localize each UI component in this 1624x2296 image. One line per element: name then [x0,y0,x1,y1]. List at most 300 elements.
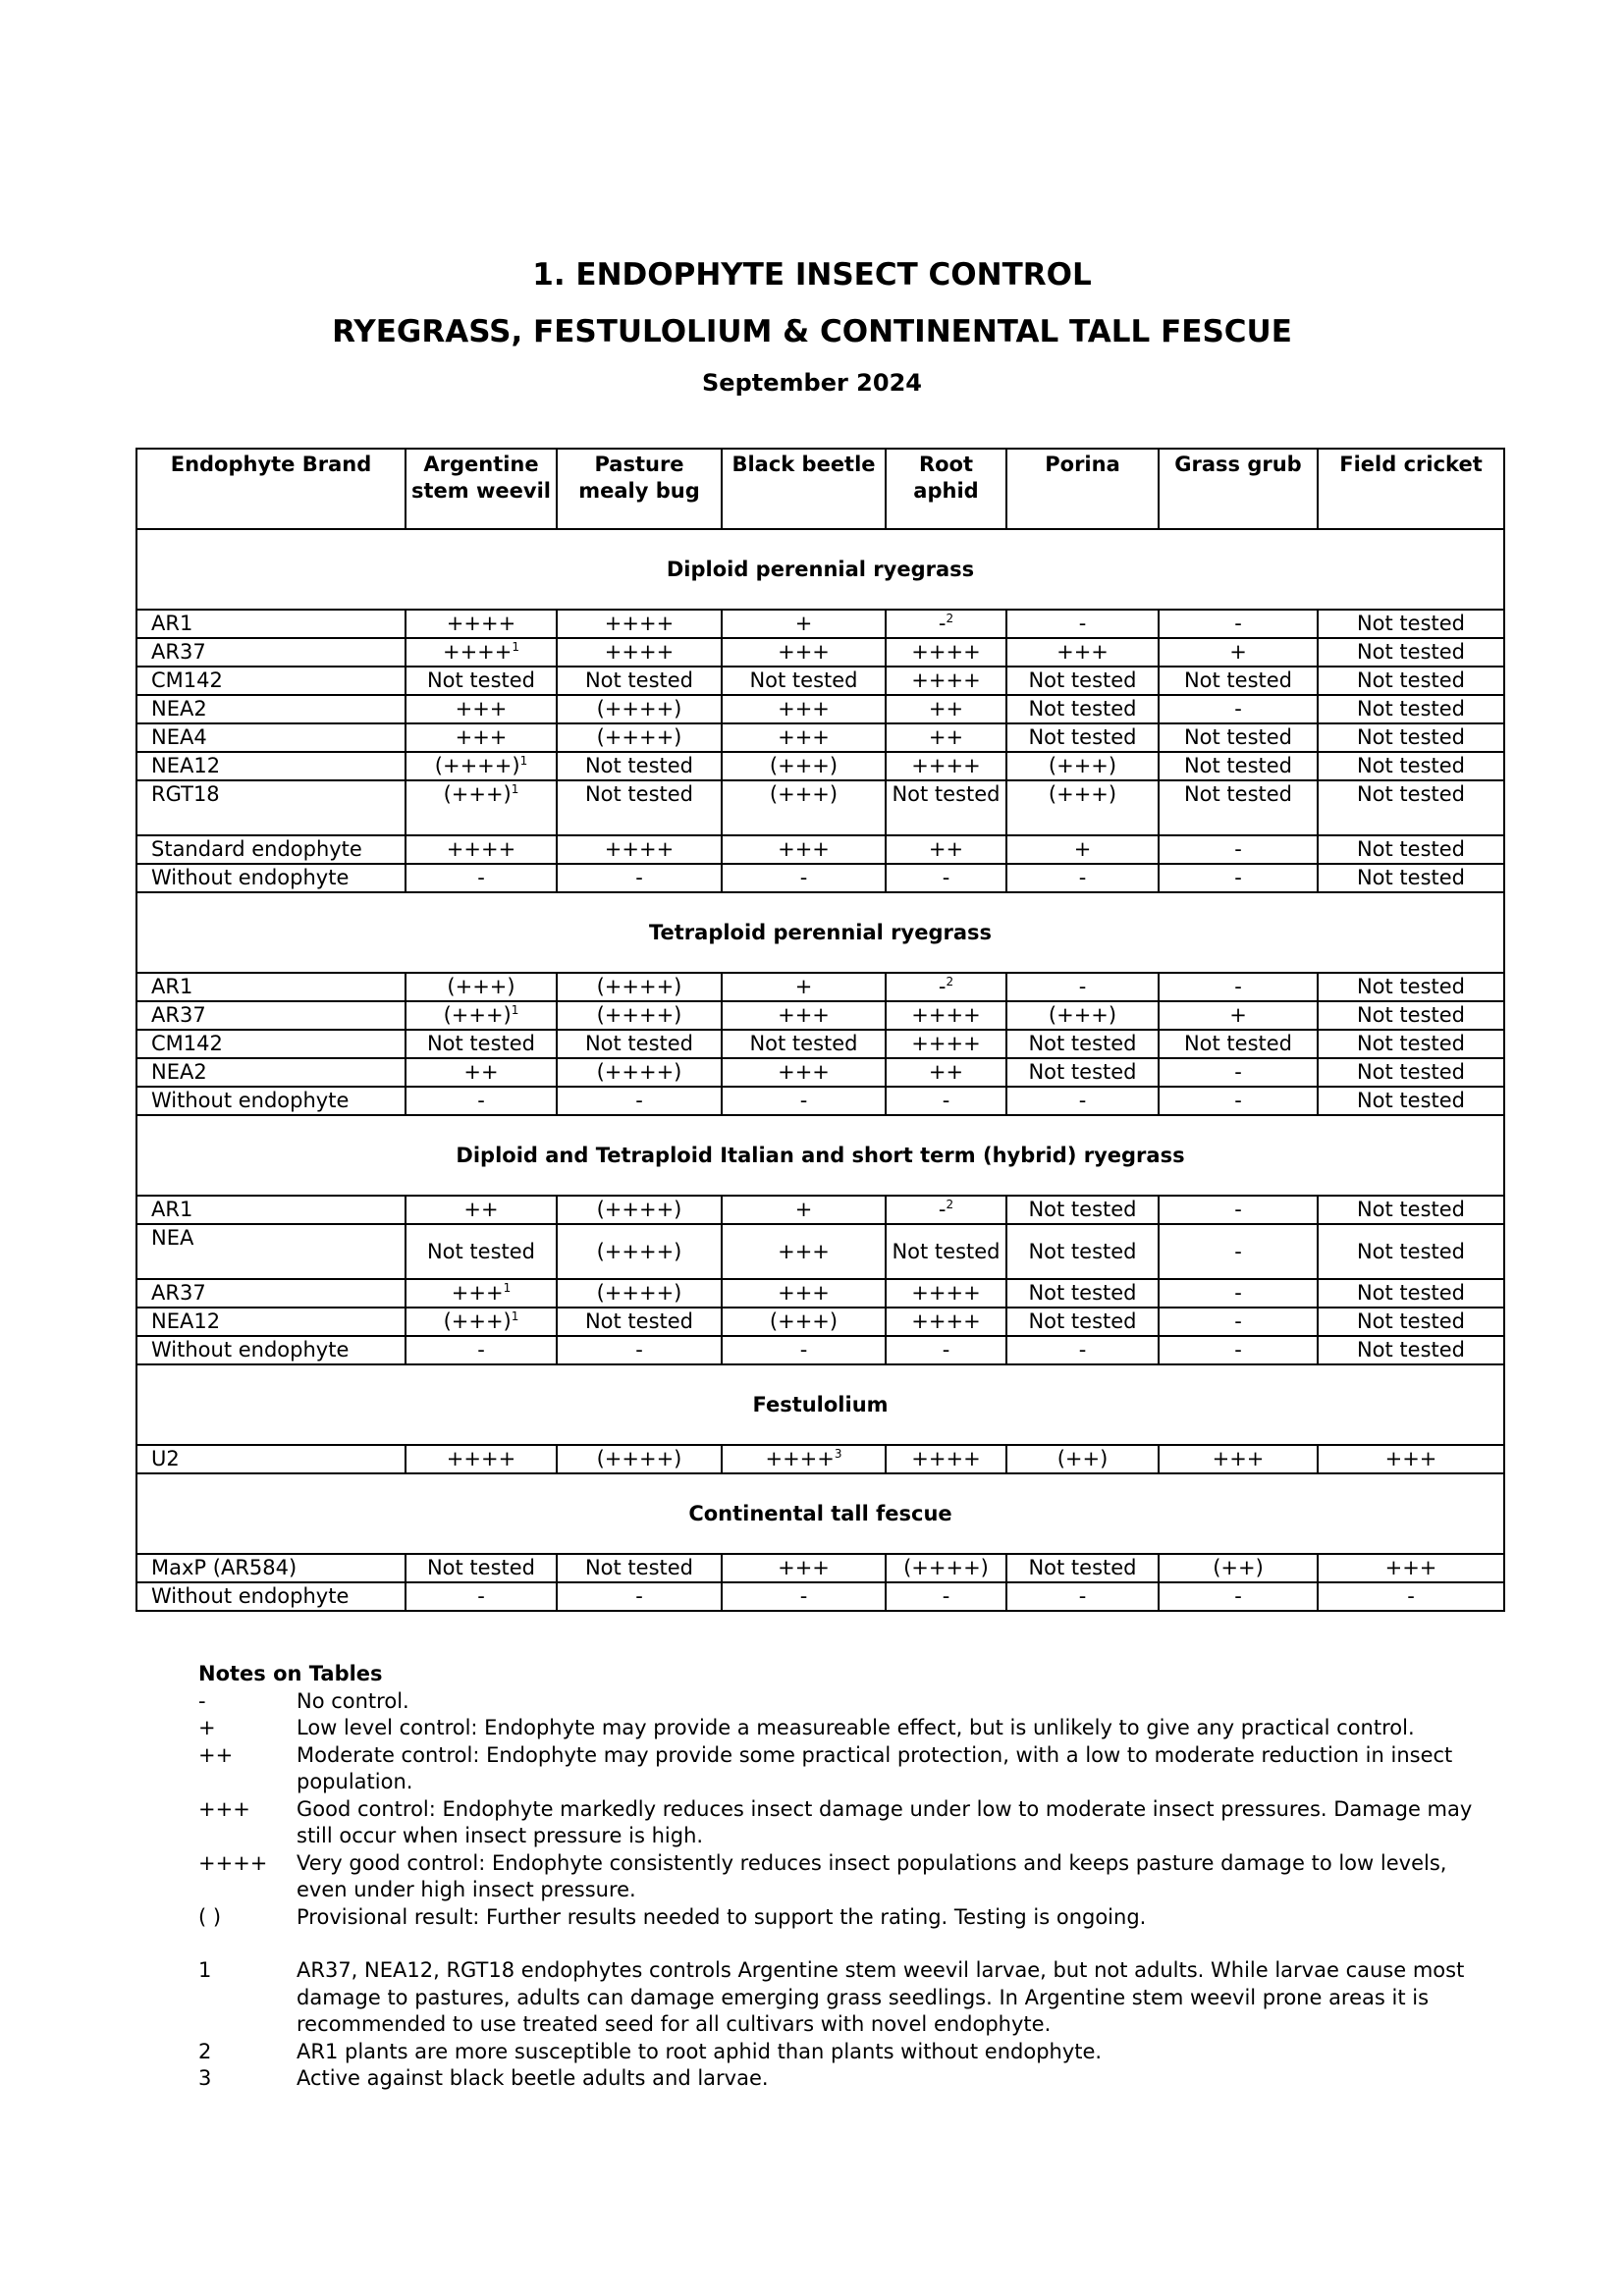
rating-cell [886,610,1006,638]
rating-cell [886,667,1006,695]
rating-cell [1318,695,1504,723]
rating-cell [1159,610,1318,638]
rating-cell [1006,667,1159,695]
rating-cell [557,1308,722,1336]
rating-legend-item-text: No control. [297,1688,409,1713]
rating-value: - [799,1089,808,1112]
rating-cell [557,1336,722,1364]
table-row [136,1279,1504,1308]
rating-value: (+++) [447,975,515,998]
rating-cell [1006,1308,1159,1336]
rating-cell [557,835,722,864]
rating-cell [1159,1336,1318,1364]
endophyte-brand-cell: CM142 [136,1030,406,1058]
endophyte-brand-cell: NEA [136,1224,406,1279]
rating-value: ++++ [446,1447,516,1470]
rating-value: Not tested [1028,1309,1137,1333]
rating-value: - [1234,612,1242,635]
endophyte-brand-cell: RGT18 [136,780,406,835]
rating-cell [1006,1445,1159,1473]
rating-legend-item-key: - [198,1688,206,1713]
rating-cell [1318,610,1504,638]
rating-value: +++ [778,640,830,664]
footnote-item-text: AR1 plants are more susceptible to root aphid than plants without endophyte. [297,2039,1103,2063]
rating-value: Not tested [1356,1060,1466,1084]
section-row [136,1473,1504,1554]
rating-value: Not tested [1356,866,1466,889]
rating-value: - [799,1338,808,1362]
endophyte-brand-cell: NEA2 [136,1058,406,1087]
endophyte-brand-cell: NEA2 [136,695,406,723]
rating-value: ++++ [911,1032,981,1055]
rating-cell [1159,638,1318,667]
rating-value: - [799,866,808,889]
endophyte-brand-cell: U2 [136,1445,406,1473]
rating-cell [406,1582,557,1611]
table-body [136,529,1504,1611]
table-row [136,1224,1504,1279]
rating-value: - [942,866,950,889]
endophyte-brand-cell: NEA12 [136,1308,406,1336]
rating-cell [406,1196,557,1224]
rating-cell [1006,1030,1159,1058]
rating-cell [406,723,557,752]
rating-value: ++++ [604,612,675,635]
rating-cell [1318,973,1504,1001]
rating-value: + [794,975,813,998]
rating-cell [1159,752,1318,780]
rating-value: - [1234,837,1242,861]
endophyte-brand-cell: Without endophyte [136,1336,406,1364]
rating-value: Not tested [426,668,536,692]
column-header-pasture-mealy-bug: Pasture mealy bug [557,449,722,529]
rating-value: Not tested [749,1032,858,1055]
rating-cell [886,1336,1006,1364]
rating-cell [1159,1308,1318,1336]
table-row [136,610,1504,638]
rating-cell [557,1196,722,1224]
rating-value: - [1078,612,1087,635]
rating-cell [1159,1087,1318,1115]
rating-value: ++ [928,725,964,749]
rating-value: +++ [455,697,508,721]
rating-cell [1006,1336,1159,1364]
rating-value: +++ [455,725,508,749]
rating-value: - [1234,1089,1242,1112]
rating-value: (+++) [769,782,839,806]
rating-cell [886,864,1006,892]
footnote-marker: 1 [512,640,520,654]
rating-cell [557,1582,722,1611]
rating-value: ++++ [911,668,981,692]
rating-cell [722,835,886,864]
rating-cell [1006,695,1159,723]
rating-cell [557,667,722,695]
rating-value: (++) [1056,1447,1109,1470]
rating-cell [1006,638,1159,667]
rating-value: Not tested [1356,1032,1466,1055]
rating-value: - [1078,1584,1087,1608]
endophyte-brand-cell: NEA12 [136,752,406,780]
rating-value: ++ [928,837,964,861]
rating-value: Not tested [1356,754,1466,777]
rating-cell [722,1445,886,1473]
rating-value: Not tested [1028,1556,1137,1579]
table-row [136,1030,1504,1058]
rating-cell [1318,1582,1504,1611]
rating-legend-item-text: Very good control: Endophyte consistently reduces insect populations and keeps pasture damage to low levels, even under high insect pressure. [297,1850,1447,1901]
rating-value: (+++) [1048,754,1117,777]
footnote-item-text: Active against black beetle adults and larvae. [297,2066,769,2090]
footnote-item-text: AR37, NEA12, RGT18 endophytes controls Argentine stem weevil larvae, but not adults. While larvae cause most damage to pastures, adults can damage emerging grass seedlings. In Argentine stem weevil prone areas it is recommended to use treated seed for all cultivars with novel endophyte. [297,1958,1465,2036]
document-title: 1. ENDOPHYTE INSECT CONTROL [532,257,1092,293]
rating-value: +++ [451,1281,504,1305]
rating-cell [886,835,1006,864]
rating-legend-item [198,1715,1475,1742]
rating-cell [886,1308,1006,1336]
rating-cell [1159,864,1318,892]
rating-value: + [794,612,813,635]
rating-value: - [942,1584,950,1608]
rating-cell [722,1196,886,1224]
rating-legend-item-text: Good control: Endophyte markedly reduces insect damage under low to moderate insect pressures. Damage may still occur when insect pressure is high. [297,1796,1473,1847]
endophyte-brand-cell: AR1 [136,1196,406,1224]
rating-value: +++ [778,837,830,861]
rating-cell [722,752,886,780]
rating-cell [406,1279,557,1308]
rating-value: - [938,1198,947,1221]
rating-cell [1318,1196,1504,1224]
rating-cell [1159,1058,1318,1087]
rating-value: Not tested [892,782,1001,806]
endophyte-brand-cell: AR37 [136,638,406,667]
rating-value: Not tested [1028,1239,1137,1263]
rating-cell [886,973,1006,1001]
rating-value: +++ [778,1556,830,1579]
footnote-marker: 2 [946,612,954,625]
rating-legend-item-key: ++++ [198,1850,268,1875]
rating-value: - [477,1584,485,1608]
rating-value: - [635,1584,643,1608]
rating-cell [1159,723,1318,752]
rating-cell [1006,780,1159,835]
rating-cell [886,1582,1006,1611]
table-row [136,1308,1504,1336]
rating-cell [722,1058,886,1087]
rating-value: Not tested [1356,1003,1466,1027]
rating-value: ++++ [446,612,516,635]
footnote-item [198,1957,1475,2039]
rating-value: - [1234,1239,1242,1263]
rating-value: - [942,1338,950,1362]
rating-value: Not tested [1028,1032,1137,1055]
rating-legend-list [198,1688,1475,1932]
rating-value: ++++ [911,1309,981,1333]
rating-cell [1159,667,1318,695]
section-row [136,1364,1504,1445]
endophyte-brand-cell: AR37 [136,1001,406,1030]
rating-value: Not tested [1356,1089,1466,1112]
footnote-marker: 2 [946,1198,954,1211]
rating-cell [1159,973,1318,1001]
rating-cell [722,973,886,1001]
rating-value: ++++ [911,1447,981,1470]
section-heading: Tetraploid perennial ryegrass [136,892,1504,973]
rating-cell [1318,1224,1504,1279]
notes-title: Notes on Tables [198,1662,383,1685]
rating-value: + [1229,1003,1247,1027]
rating-cell [406,1030,557,1058]
footnote-item-key: 3 [198,2066,212,2090]
rating-value: Not tested [1183,1032,1293,1055]
rating-value: Not tested [1028,1281,1137,1305]
rating-value: +++ [778,1003,830,1027]
rating-value: Not tested [1028,697,1137,721]
rating-cell [1006,752,1159,780]
rating-cell [1159,1001,1318,1030]
rating-value: Not tested [1356,612,1466,635]
rating-cell [1318,864,1504,892]
column-header-endophyte-brand: Endophyte Brand [136,449,406,529]
rating-value: (++++) [903,1556,989,1579]
rating-cell [406,1087,557,1115]
table-row [136,1196,1504,1224]
rating-value: (+++) [769,1309,839,1333]
rating-cell [557,752,722,780]
rating-value: Not tested [1356,1309,1466,1333]
rating-value: Not tested [1356,975,1466,998]
rating-cell [1159,1224,1318,1279]
rating-cell [1318,780,1504,835]
table-row [136,1445,1504,1473]
table-row [136,1001,1504,1030]
rating-cell [1318,1279,1504,1308]
rating-cell [1006,1001,1159,1030]
endophyte-brand-cell: Standard endophyte [136,835,406,864]
rating-value: Not tested [584,754,694,777]
rating-cell [1159,1582,1318,1611]
rating-value: (++++) [596,1239,682,1263]
rating-cell [557,1030,722,1058]
rating-value: +++ [1212,1447,1265,1470]
rating-cell [1318,667,1504,695]
rating-cell [886,1058,1006,1087]
rating-value: - [938,975,947,998]
rating-cell [557,864,722,892]
rating-cell [1006,1554,1159,1582]
rating-cell [1318,835,1504,864]
document-date: September 2024 [702,369,922,397]
rating-value: Not tested [584,782,694,806]
rating-cell [722,1554,886,1582]
rating-cell [1006,1279,1159,1308]
table-row [136,1554,1504,1582]
rating-legend-item [198,1742,1475,1796]
rating-value: ++++ [442,640,513,664]
rating-legend-item-key: ++ [198,1742,234,1767]
rating-value: (++++) [596,1060,682,1084]
rating-legend-item [198,1850,1475,1904]
rating-value: - [1407,1584,1415,1608]
endophyte-brand-cell: MaxP (AR584) [136,1554,406,1582]
footnote-item-key: 1 [198,1958,212,1982]
rating-cell [557,723,722,752]
rating-cell [886,752,1006,780]
rating-value: - [799,1584,808,1608]
rating-value: - [1234,1281,1242,1305]
rating-cell [886,1279,1006,1308]
rating-legend-item-key: +++ [198,1796,250,1821]
rating-value: - [1234,1309,1242,1333]
rating-cell [557,780,722,835]
rating-value: Not tested [584,1309,694,1333]
rating-cell [722,1279,886,1308]
rating-value: (+++) [1048,1003,1117,1027]
rating-cell [722,638,886,667]
rating-cell [1318,1058,1504,1087]
rating-value: (++++) [596,1003,682,1027]
section-heading: Continental tall fescue [136,1473,1504,1554]
rating-value: Not tested [1356,1338,1466,1362]
rating-cell [1006,1224,1159,1279]
rating-legend-item-key: + [198,1716,216,1739]
rating-cell [886,638,1006,667]
rating-cell [1318,752,1504,780]
footnote-marker: 1 [511,782,519,796]
column-header-argentine-stem-weevil: Argentine stem weevil [406,449,557,529]
rating-cell [557,638,722,667]
footnote-item [198,2065,1475,2093]
rating-value: Not tested [1028,1198,1137,1221]
endophyte-brand-cell: Without endophyte [136,864,406,892]
rating-legend-item [198,1796,1475,1850]
column-header-black-beetle: Black beetle [722,449,886,529]
rating-value: ++++ [604,640,675,664]
column-header-root-aphid: Root aphid [886,449,1006,529]
table-row [136,1058,1504,1087]
rating-value: (+++) [1048,782,1117,806]
column-header-grass-grub: Grass grub [1159,449,1318,529]
rating-cell [1006,835,1159,864]
rating-value: Not tested [1356,668,1466,692]
rating-value: ++ [463,1198,499,1221]
rating-value: Not tested [1183,668,1293,692]
rating-value: Not tested [1028,725,1137,749]
rating-cell [722,1001,886,1030]
rating-cell [557,695,722,723]
rating-legend-item [198,1688,1475,1716]
rating-value: (+++) [443,1003,512,1027]
rating-value: +++ [1384,1447,1437,1470]
endophyte-brand-cell: AR1 [136,973,406,1001]
rating-cell [406,1058,557,1087]
rating-cell [886,1224,1006,1279]
rating-value: (++++) [596,1198,682,1221]
rating-value: +++ [1056,640,1109,664]
rating-cell [1318,1554,1504,1582]
rating-cell [1318,1030,1504,1058]
rating-cell [886,780,1006,835]
rating-cell [557,1087,722,1115]
endophyte-brand-cell: AR37 [136,1279,406,1308]
rating-value: - [1234,697,1242,721]
rating-value: ++++ [765,1447,835,1470]
rating-cell [722,723,886,752]
rating-value: Not tested [1183,754,1293,777]
rating-cell [557,1001,722,1030]
rating-cell [406,695,557,723]
rating-value: - [477,1089,485,1112]
rating-cell [1318,723,1504,752]
rating-value: - [1234,1060,1242,1084]
rating-cell [722,780,886,835]
rating-value: Not tested [1356,640,1466,664]
rating-cell [406,638,557,667]
endophyte-brand-cell: CM142 [136,667,406,695]
rating-cell [557,973,722,1001]
rating-value: ++++ [911,754,981,777]
rating-cell [1159,1196,1318,1224]
table-row [136,695,1504,723]
rating-value: (++++) [596,725,682,749]
rating-cell [722,695,886,723]
table-row [136,780,1504,835]
rating-legend-item-text: Low level control: Endophyte may provide a measureable effect, but is unlikely to give any practical control. [297,1716,1415,1739]
rating-cell [406,1445,557,1473]
rating-value: (++) [1213,1556,1264,1579]
rating-value: Not tested [1356,782,1466,806]
table-header-row [136,449,1504,529]
rating-value: (++++) [596,975,682,998]
endophyte-brand-cell: Without endophyte [136,1087,406,1115]
rating-value: Not tested [426,1556,536,1579]
table-row [136,1336,1504,1364]
rating-value: (++++) [596,1447,682,1470]
footnote-marker: 1 [519,754,528,768]
rating-value: Not tested [1356,1239,1466,1263]
rating-cell [1006,1087,1159,1115]
rating-value: (++++) [596,1281,682,1305]
footnote-item [198,2039,1475,2066]
table-row [136,667,1504,695]
rating-value: - [1234,1198,1242,1221]
footnote-marker: 1 [503,1281,512,1295]
rating-value: ++ [928,697,964,721]
rating-value: - [477,1338,485,1362]
rating-cell [886,1554,1006,1582]
table-row [136,638,1504,667]
rating-value: - [1234,866,1242,889]
rating-legend-item [198,1904,1475,1932]
table-row [136,973,1504,1001]
rating-value: ++ [928,1060,964,1084]
rating-value: - [635,1338,643,1362]
rating-value: Not tested [1356,1281,1466,1305]
rating-cell [1318,1087,1504,1115]
rating-cell [886,695,1006,723]
rating-value: Not tested [584,1556,694,1579]
section-heading: Diploid and Tetraploid Italian and short term (hybrid) ryegrass [136,1115,1504,1196]
rating-cell [557,1058,722,1087]
rating-value: (+++) [769,754,839,777]
rating-cell [557,1279,722,1308]
rating-cell [1318,1445,1504,1473]
rating-value: ++++ [911,1281,981,1305]
rating-cell [406,835,557,864]
rating-value: (++++) [434,754,520,777]
rating-value: Not tested [1356,725,1466,749]
rating-value: Not tested [1356,697,1466,721]
